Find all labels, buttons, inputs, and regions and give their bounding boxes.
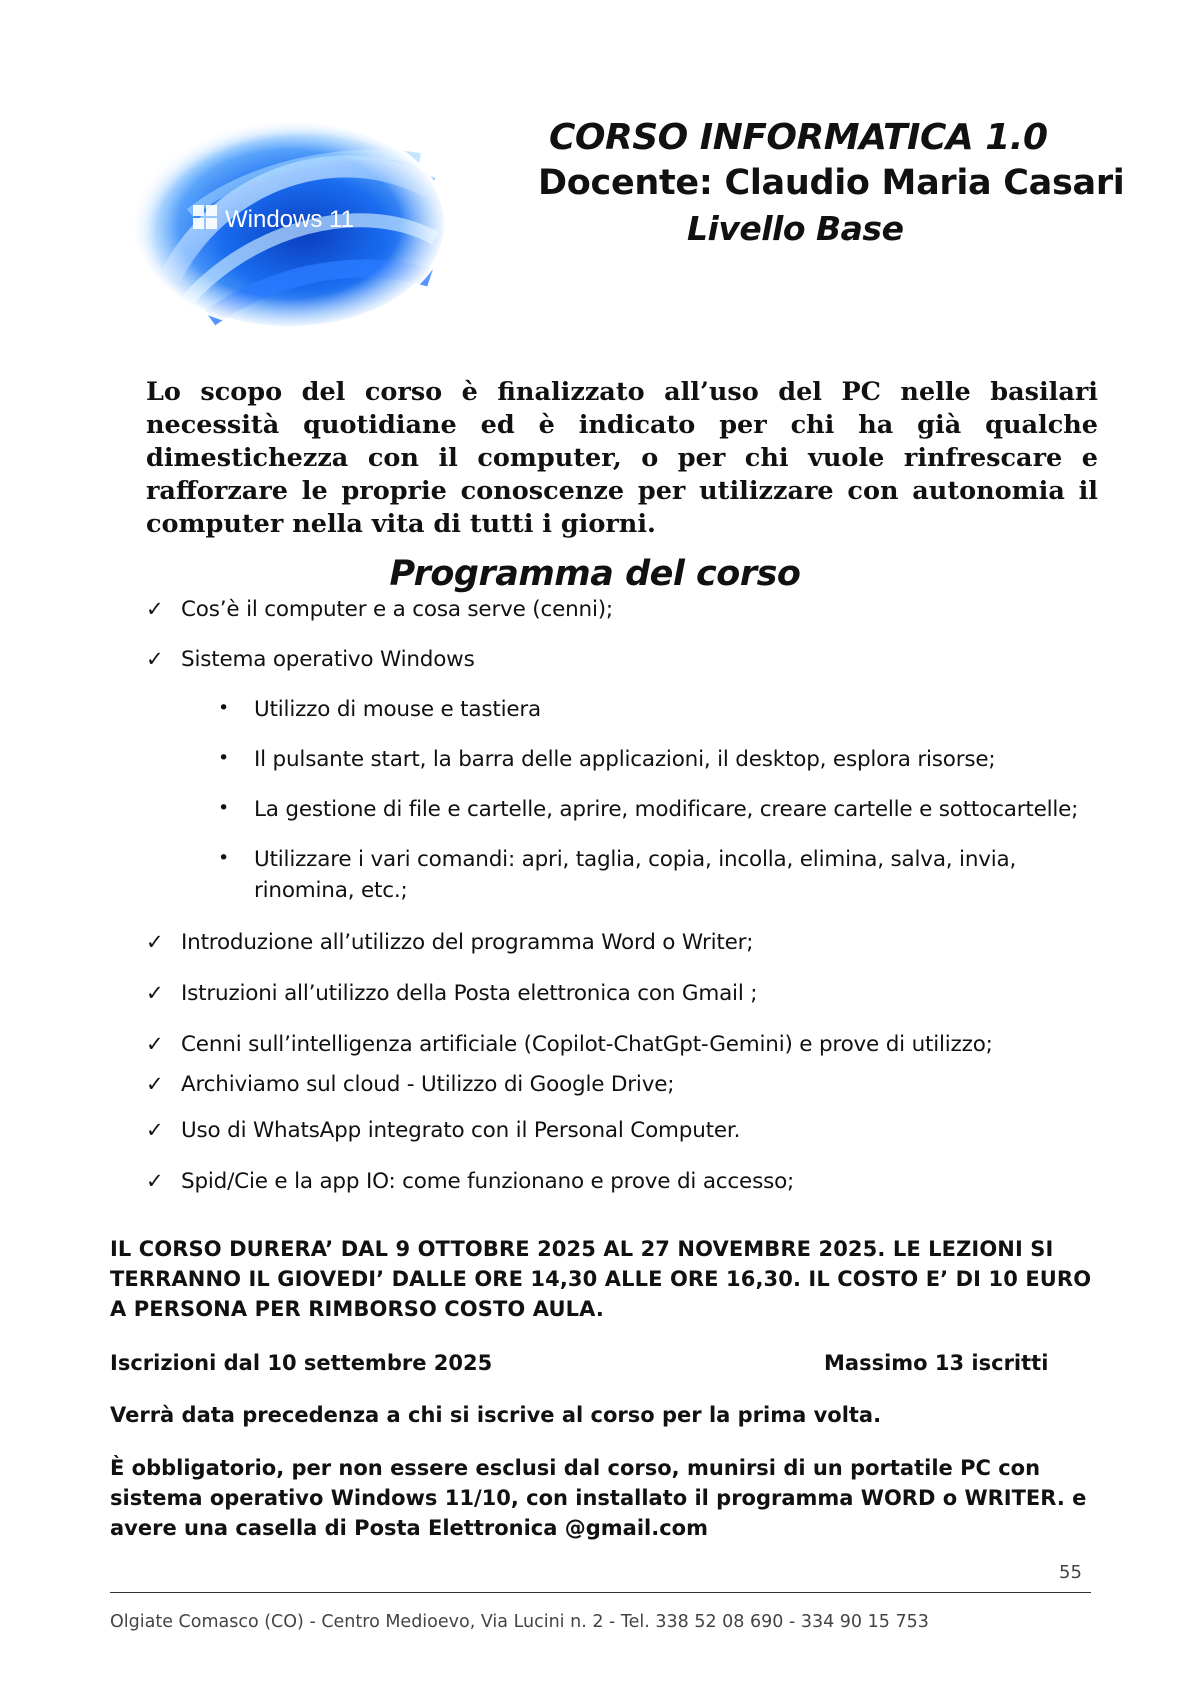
bullet-icon: • — [218, 797, 230, 819]
list-item-text: Sistema operativo Windows — [181, 647, 475, 672]
course-dates-info: IL CORSO DURERA’ DAL 9 OTTOBRE 2025 AL 27 NOVEMBRE 2025. LE LEZIONI SI TERRANNO IL GIOVEDI’ DALLE ORE 14,30 ALLE ORE 16,30. IL COSTO E’ DI 10 EURO A PERSONA PER RIMBORSO COSTO AULA. — [110, 1237, 1092, 1321]
sub-list-item-text: La gestione di file e cartelle, aprire, modificare, creare cartelle e sottocartelle; — [254, 797, 1079, 822]
check-icon: ✓ — [146, 647, 164, 671]
course-level: Livello Base — [687, 209, 904, 248]
check-icon: ✓ — [146, 930, 164, 954]
list-item-text: Archiviamo sul cloud - Utilizzo di Google Drive; — [181, 1072, 675, 1097]
check-icon: ✓ — [146, 1072, 164, 1096]
windows-11-logo-graphic — [130, 118, 448, 330]
registration-date: Iscrizioni dal 10 settembre 2025 — [110, 1351, 493, 1375]
windows-11-logo — [130, 118, 448, 330]
list-item-text: Istruzioni all’utilizzo della Posta elettronica con Gmail ; — [181, 981, 758, 1006]
footer-address: Olgiate Comasco (CO) - Centro Medioevo, Via Lucini n. 2 - Tel. 338 52 08 690 - 334 90 15 753 — [110, 1612, 929, 1632]
max-participants: Massimo 13 iscritti — [824, 1351, 1049, 1375]
course-title: CORSO INFORMATICA 1.0 — [549, 117, 1048, 158]
sub-list-item-text: Utilizzo di mouse e tastiera — [254, 697, 542, 722]
footer-divider — [110, 1592, 1091, 1593]
list-item-text: Introduzione all’utilizzo del programma Word o Writer; — [181, 930, 754, 955]
list-item-text: Uso di WhatsApp integrato con il Personal Computer. — [181, 1118, 741, 1143]
bullet-icon: • — [218, 697, 230, 719]
list-item-text: Cos’è il computer e a cosa serve (cenni); — [181, 597, 613, 622]
page-number: 55 — [1059, 1562, 1082, 1583]
intro-paragraph: Lo scopo del corso è finalizzato all’uso del PC nelle basilari necessità quotidiane ed è indicato per chi ha già qualche dimestichezza con il computer, o per chi vuole rinfrescare e rafforzare le proprie conoscenze per utilizzare con autonomia il computer nella vita di tutti i giorni. — [146, 377, 1098, 539]
bullet-icon: • — [218, 847, 230, 869]
requirement-note: È obbligatorio, per non essere esclusi dal corso, munirsi di un portatile PC con sistema operativo Windows 11/10, con installato il programma WORD o WRITER. e avere una casella di Posta Elettronica @gmail.com — [110, 1456, 1087, 1540]
check-icon: ✓ — [146, 981, 164, 1005]
logo-text: Windows 11 — [225, 206, 354, 233]
sub-list-item-text: Utilizzare i vari comandi: apri, taglia, copia, incolla, elimina, salva, invia, rinomina, etc.; — [254, 847, 1017, 903]
teacher-name: Docente: Claudio Maria Casari — [538, 163, 1125, 203]
sub-list-item-text: Il pulsante start, la barra delle applicazioni, il desktop, esplora risorse; — [254, 747, 996, 772]
program-title: Programma del corso — [389, 554, 801, 594]
list-item-text: Cenni sull’intelligenza artificiale (Copilot-ChatGpt-Gemini) e prove di utilizzo; — [181, 1032, 993, 1057]
check-icon: ✓ — [146, 1032, 164, 1056]
check-icon: ✓ — [146, 597, 164, 621]
bullet-icon: • — [218, 747, 230, 769]
precedence-note: Verrà data precedenza a chi si iscrive al corso per la prima volta. — [110, 1403, 882, 1427]
list-item-text: Spid/Cie e la app IO: come funzionano e prove di accesso; — [181, 1169, 795, 1194]
check-icon: ✓ — [146, 1118, 164, 1142]
check-icon: ✓ — [146, 1169, 164, 1193]
